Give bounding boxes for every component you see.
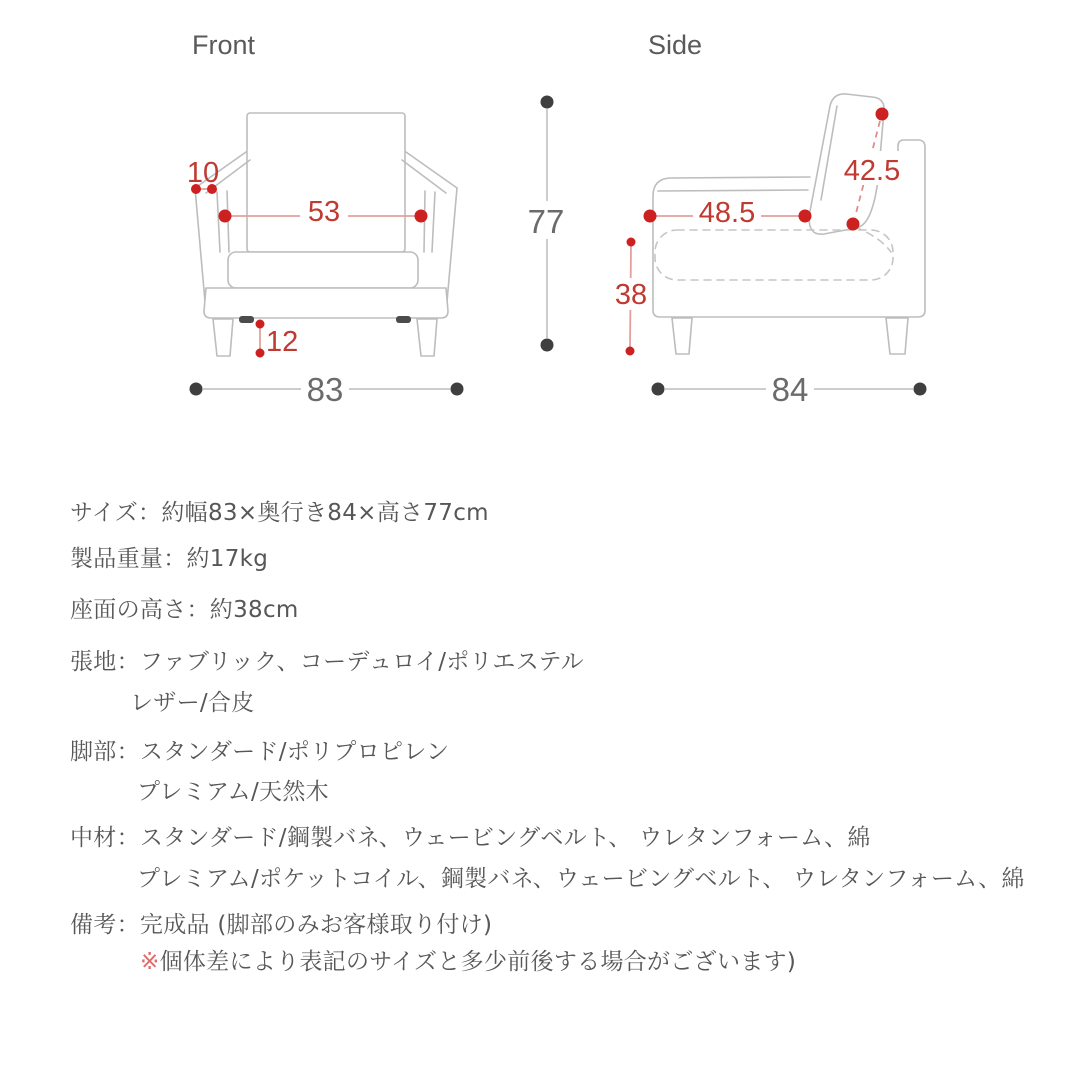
front-seat-cushion xyxy=(228,252,418,288)
side-front-leg xyxy=(672,318,692,354)
spec-upholstery: 張地：ファブリック、コーデュロイ/ポリエステル xyxy=(70,649,584,675)
dimension-diagram xyxy=(0,0,1080,470)
spec-notes-disclaimer xyxy=(140,949,796,975)
total-depth-value: 84 xyxy=(771,371,809,408)
spec-legs-cont: プレミアム/天然木 xyxy=(137,779,329,805)
dim-dot xyxy=(799,210,812,223)
side-dimensions xyxy=(611,108,927,409)
front-left-glide xyxy=(239,316,254,323)
front-left-arm-inner xyxy=(217,192,220,252)
asterisk-mark: ※ xyxy=(140,949,160,975)
front-view-title: Front xyxy=(192,30,256,60)
dim-dot xyxy=(256,349,265,358)
dim-dot-dark xyxy=(914,383,927,396)
front-right-arm-outer xyxy=(446,188,457,313)
leg-height-value: 12 xyxy=(266,326,299,358)
dim-dot-dark xyxy=(190,383,203,396)
inner-width-value: 53 xyxy=(307,196,341,228)
dim-dot-dark xyxy=(541,339,554,352)
seat-depth-value: 48.5 xyxy=(698,197,756,229)
spec-legs: 脚部：スタンダード/ポリプロピレン xyxy=(70,739,450,765)
spec-weight: 製品重量：約17kg xyxy=(70,546,269,572)
side-arm-inner-line xyxy=(658,190,808,191)
dim-dot xyxy=(219,210,232,223)
front-right-glide xyxy=(396,316,411,323)
dim-dot xyxy=(626,347,635,356)
side-view-title: Side xyxy=(648,30,703,60)
side-rear-leg xyxy=(886,318,908,354)
spec-upholstery-cont: レザー/合皮 xyxy=(130,690,255,716)
dim-dot xyxy=(256,320,265,329)
arm-width-value: 10 xyxy=(186,157,220,189)
spec-notes: 備考：完成品 (脚部のみお客様取り付け) xyxy=(70,912,493,938)
front-base xyxy=(204,288,448,318)
front-left-arm-outer xyxy=(195,188,206,313)
total-width-value: 83 xyxy=(306,371,344,408)
side-seat-cushion-dashed xyxy=(655,230,893,280)
dim-dot-dark xyxy=(541,96,554,109)
front-right-leg xyxy=(417,319,437,356)
spec-filling-cont: プレミアム/ポケットコイル、鋼製バネ、ウェービングベルト、 ウレタンフォーム、綿 xyxy=(137,866,1025,892)
front-right-arm-inner xyxy=(432,192,435,252)
disclaimer-text: 個体差により表記のサイズと多少前後する場合がございます) xyxy=(159,949,797,975)
dim-dot-dark xyxy=(451,383,464,396)
spec-seat-height: 座面の高さ：約38cm xyxy=(70,597,299,623)
front-view-drawing xyxy=(195,113,457,356)
spec-size: サイズ：約幅83×奥行き84×高さ77cm xyxy=(70,500,489,526)
seat-height-value: 38 xyxy=(614,279,648,311)
total-height-value: 77 xyxy=(527,203,565,240)
dim-dot xyxy=(627,238,636,247)
dim-dot xyxy=(847,218,860,231)
front-backrest-outline xyxy=(247,113,405,252)
back-height-value: 42.5 xyxy=(843,155,901,187)
dim-dot xyxy=(644,210,657,223)
dim-dot xyxy=(415,210,428,223)
dim-dot-dark xyxy=(652,383,665,396)
spec-filling: 中材：スタンダード/鋼製バネ、ウェービングベルト、 ウレタンフォーム、綿 xyxy=(70,825,871,851)
front-left-leg xyxy=(213,319,233,356)
dim-dot xyxy=(876,108,889,121)
